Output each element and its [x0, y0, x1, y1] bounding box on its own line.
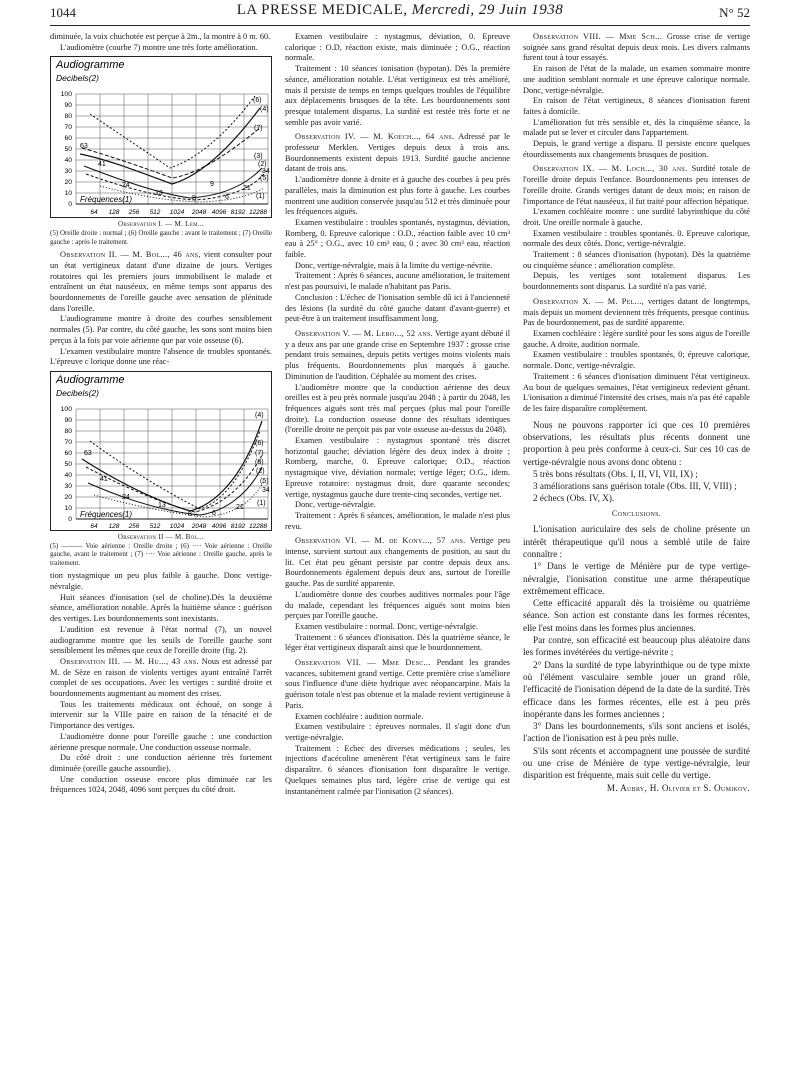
curve-label: 21: [243, 185, 251, 193]
y-tick: 70: [64, 124, 72, 132]
y-tick: 30: [64, 482, 72, 490]
observation-heading: Observation VII. — Mme Desc...: [295, 658, 431, 668]
paragraph: L'audition est revenue à l'état normal (7), un nouvel audiogramme montre que les seuils de l'oreille gauche sont sensiblement les mêmes que ceux de l'oreille droite (fig. 2).: [50, 624, 272, 656]
curve-label: 63: [84, 449, 92, 457]
x-tick: 4096: [211, 522, 227, 530]
paragraph: 3° Dans les bourdonnements, s'ils sont anciens et isolés, l'action de l'ionisation est à peu près nulle.: [523, 721, 750, 744]
paragraph-text: vient consulter pour un état vertigineux datant d'une dizaine de jours. Vertiges rotatoires qui les premiers jours immobilisent le malade et entraînent un état nauséeux, en même temps sont apparus des bourdonnements de l'oreille gauche avec sensation de plénitude dans l'oreille.: [50, 250, 273, 313]
audiogram-figure-1: [50, 56, 272, 218]
x-tick: 1024: [169, 522, 185, 530]
x-tick: 64: [90, 522, 98, 530]
paragraph: Traitement : 8 séances d'ionisation (hypotan). Dès la quatrième ou cinquième séance : amélioration complète.: [523, 250, 750, 270]
curve-7: [82, 128, 260, 178]
column-1: [50, 32, 272, 796]
x-tick: 256: [128, 209, 140, 217]
paragraph-text: Surdité totale de l'oreille droite depuis l'enfance. Bourdonnements peu intenses de l'oreille droite. Grands vertiges datant de deux mois; en raison de l'importance de l'état nauséeux, il fut traité pour affection hépatique.: [523, 164, 750, 206]
observation-paragraph: [50, 250, 272, 314]
observation-paragraph: [523, 297, 750, 329]
observation-heading: Observation X. — M. Pel...,: [533, 296, 645, 306]
paragraph: L'audiomètre montre que la conduction aérienne des deux oreilles est à peu près normale jusqu'au 2048 ; à partir du 2048, les fréquences aiguës sont très mal perçues (plus mal pour l'oreille droite). La conduction osseuse donne des résultats identiques (l'oreille droite ne perçoit pas par voie osseuse au-dessus du 2048).: [285, 382, 510, 435]
curve-label: (1): [256, 193, 265, 201]
chart-grid: [76, 94, 268, 204]
curve-label: (7): [255, 449, 264, 457]
x-tick: 512: [149, 209, 161, 217]
observation-heading: Observation III. — M. Hu..., 43 ans.: [60, 656, 199, 666]
figure-2-caption: [50, 533, 272, 567]
paragraph: Une conduction osseuse encore plus diminuée car les fréquences 1024, 2048, 4096 sont perçues du côté droit.: [50, 774, 272, 795]
paragraph: Tous les traitements médicaux ont échoué, on songe à intervenir sur la VIIIe paire en raison de la ténacité et de l'importance des vertiges.: [50, 699, 272, 731]
curve-label: 24: [122, 493, 130, 501]
curve-label: 41: [98, 161, 106, 169]
y-tick: 90: [64, 416, 72, 424]
audiogram-chart-2: [50, 371, 272, 531]
curve-4: [90, 431, 260, 509]
curve-4: [90, 96, 255, 168]
observation-heading: Observation II. — M. Bol..., 46 ans,: [60, 250, 201, 260]
curve-label: 9: [210, 181, 214, 189]
y-tick: 80: [64, 113, 72, 121]
curve-label: (4): [255, 411, 264, 419]
journal-masthead: [50, 2, 750, 19]
x-tick: 12288: [248, 522, 268, 530]
paragraph: Examen cochléaire : audition normale.: [295, 711, 424, 721]
paragraph: Examen vestibulaire : nystagmus, déviation, 0. Epreuve calorique : O.D, réaction existe, mais diminuée ; O.G., réaction normale.: [285, 32, 510, 63]
paragraph-text: Adressé par le professeur Merklen. Vertiges depuis deux à trois ans. Bourdonnements existent depuis 1913. Surdité gauche ancienne datant de trois ans.: [285, 132, 510, 174]
y-tick: 30: [64, 168, 72, 176]
paragraph: Conclusion : L'échec de l'ionisation semble dû ici à l'ancienneté des lésions (la surdité du côté gauche datant d'avant-guerre) et peut-être à un traitement insuffisamment long.: [285, 292, 510, 324]
x-axis-label: Fréquences(1): [80, 195, 133, 205]
curve-label: (6): [255, 439, 264, 447]
y-tick: 80: [64, 427, 72, 435]
x-tick: 512: [149, 522, 161, 530]
curve-label: 34: [262, 486, 270, 494]
paragraph: Donc, vertige-névralgie.: [295, 500, 376, 510]
paragraph: L'examen vestibulaire montre l'absence de troubles spontanés. L'épreuve c lorique donne une réac-: [50, 346, 272, 367]
paragraph: 2° Dans la surdité de type labyrinthique ou de type mixte où l'élément vasculaire semble jouer un grand rôle, l'efficacité de l'ionisation dépend de la date de la surdité. Très efficace dans les formes récentes, elle est à peu près inopérante dans les formes anciennes ;: [523, 659, 750, 719]
column-2: [285, 32, 510, 797]
curve-label: (4): [260, 106, 269, 114]
paragraph: En raison de l'état de la malade, un examen sommaire montre une audition semblant normale et une épreuve calorique normale. Donc, vertige-névralgie.: [523, 64, 750, 95]
paragraph: Examen cochléaire : légère surdité pour les sons aigus de l'oreille gauche. A droite, audition normale.: [523, 328, 750, 349]
x-axis-label: Fréquences(1): [80, 509, 133, 519]
x-tick: 2048: [191, 209, 207, 217]
paragraph: L'audiogramme montre à droite des courbes sensiblement normales (5). Par contre, du côté gauche, les sons sont moins bien perçus à la fois par voie aérienne que par voie osseuse (6).: [50, 314, 272, 345]
caption-text: (5) Oreille droite : normal ; (6) Oreille gauche : avant le traitement ; (7) Oreille gauche : après le traitement.: [50, 229, 272, 246]
paragraph: Traitement : Echec des diverses médications ; seules, les injections d'acécoline amenèrent l'état vertigineux sans le faire disparaître. 6 séances d'ionisation font disparaître le vertige. Quelques semaines plus tard, légère crise de vertige qui est instantanément calmée par l'ionisation (2 séances).: [285, 743, 510, 796]
observation-paragraph: [523, 32, 750, 64]
y-tick: 0: [68, 201, 72, 209]
curve-label: (6): [253, 97, 262, 105]
curve-labels: [80, 97, 270, 205]
figure-1-caption: [50, 220, 272, 246]
x-axis-ticks: [90, 523, 267, 530]
issue-date: Mercredi, 29 Juin 1938: [411, 2, 564, 18]
paragraph: L'audiomètre donne pour l'oreille gauche : une conduction aérienne presque normale. Une conduction osseuse normale.: [50, 731, 272, 752]
paragraph: Donc, vertige-névralgie, mais à la limite du vertige-névrite.: [295, 260, 493, 270]
paragraph-text: vertiges datant de longtemps, mais depuis un moment deviennent très fréquents, presque continus. Pas de bourdonnement, pas de surdité apparente.: [523, 296, 750, 328]
paragraph: L'audiomètre donne des courbes auditives normales pour l'âge du malade, cependant les fréquences aiguës sont moins bien perçues par l'oreille gauche.: [285, 589, 510, 621]
paragraph: Examen vestibulaire : épreuves normales. Il s'agit donc d'un vertige-névralgie.: [285, 722, 510, 742]
observation-paragraph: [285, 329, 510, 383]
page-header: [50, 2, 750, 24]
conclusions-heading: Conclusions.: [611, 508, 662, 518]
observation-heading: Observation VIII. — Mme Sch...: [533, 32, 663, 41]
x-tick: 12288: [248, 209, 268, 217]
chart-grid: [76, 409, 268, 519]
x-tick: 8192: [230, 209, 246, 217]
paragraph: 1° Dans le vertige de Ménière pur de type vertige-névralgie, l'ionisation constitue une arme thérapeutique extrêmement efficace.: [523, 561, 750, 596]
curve-label: 8: [188, 510, 192, 518]
column-3: [523, 32, 750, 794]
chart-title: Audiogramme: [56, 373, 125, 386]
audiogram-chart-1: [50, 56, 272, 218]
paragraph: Traitement : Après 6 séances, amélioration, le malade n'est plus revu.: [285, 510, 510, 531]
y-tick: 40: [64, 157, 72, 165]
paragraph: 5 très bons résultats (Obs. I, II, VI, VII, IX) ;: [533, 468, 698, 479]
audiogram-curves: [82, 421, 264, 517]
observation-heading: Observation V. — M. Lero..., 52 ans.: [295, 328, 433, 338]
x-tick: 8192: [230, 522, 246, 530]
curve-label: (2): [256, 467, 265, 475]
y-axis-label: Decibels(2): [56, 387, 99, 398]
observation-paragraph: [285, 132, 510, 175]
paragraph-text: Vertige peu intense, survient surtout aux changements de position, au saut du lit. Cet état peu gênant persiste par contre depuis deux ans. Bourdonnements également depuis deux ans, surtout de l'oreille gauche. Pas de surdité apparente.: [285, 536, 510, 589]
paragraph: Depuis, le grand vertige a disparu. Il persiste encore quelques étourdissements aux changements brusques de position.: [523, 139, 750, 159]
curve-label: 63: [80, 143, 88, 151]
paragraph-text: Nous est adressé par M. de Sèze en raison de violents vertiges ayant entraîné l'arrêt complet de ses occupations. Avec les vertiges : surdité droite et bourdonnements augmentant au moment des crises.: [50, 656, 272, 699]
curve-label: 8: [192, 195, 196, 203]
x-tick: 2048: [191, 522, 207, 530]
caption-heading: Observation II — M. Bol...: [117, 532, 205, 541]
y-tick: 70: [64, 438, 72, 446]
curve-label: (5): [260, 175, 269, 183]
paragraph: 2 échecs (Obs. IV, X).: [533, 493, 615, 504]
header-rule: [50, 25, 750, 26]
paragraph-text: Vertige ayant débuté il y a deux ans par une grande crise en Septembre 1937 : grosse crise pendant trois semaines, depuis petits vertiges moins violents mais plus fréquents. Bourdonnements plus marqués à gauche. Diminution de l'audition. Céphalée au moment des crises.: [285, 328, 511, 381]
paragraph: Examen vestibulaire : troubles spontanés, nystagmus, déviation, Romberg, 0. Epreuve calorique : O.D., réaction faible avec 10 cm³ eau à 25° ; O.G., avec 10 cm³ eau, 0 ; avec 30 cm³ eau, réaction faible.: [285, 217, 510, 260]
y-tick: 60: [64, 135, 72, 143]
y-tick: 10: [64, 504, 72, 512]
paragraph: L'audiomètre donne à droite et à gauche des courbes à peu près parallèles, mais la diminution est plus forte à gauche. Les courbes montrent une audition conservée jusqu'au 512 et très diminuée pour les fréquences aiguës.: [285, 175, 510, 217]
y-tick: 50: [64, 460, 72, 468]
y-axis-ticks: [61, 91, 73, 208]
paragraph: En raison de l'état vertigineux, 8 séances d'ionisation furent faites à domicile.: [523, 96, 750, 116]
paragraph: Traitement : 6 séances d'ionisation diminuent l'état vertigineux. Au bout de quelques semaines, l'état vertigineux redevient gênant. L'ionisation a diminué l'intensité des crises, mais n'a pas été capable de les faire disparaître complètement.: [523, 371, 750, 413]
paragraph: diminuée, la voix chuchotée est perçue à 2m., la montre à 0 m. 60.: [50, 32, 271, 41]
observation-heading: Observation IX. — M. Loch..., 30 ans.: [533, 164, 688, 174]
y-tick: 90: [64, 102, 72, 110]
chart-title: Audiogramme: [56, 59, 125, 72]
x-tick: 128: [108, 209, 120, 217]
paragraph-text: Pendant les grandes vacances, subitement grand vertige. Cette première crise s'améliore sous l'influence d'une diète hydrique avec néopancarpine. Mais la guérison totale n'est pas obtenue et la malade revient vertigineuse à Paris.: [285, 658, 510, 710]
paragraph: Examen vestibulaire : normal. Donc, vertige-névralgie.: [295, 621, 478, 631]
curve-label: 41: [100, 475, 108, 483]
observation-paragraph: [50, 657, 272, 700]
paragraph: Depuis, les vertiges sont totalement disparus. Les bourdonnements sont disparus. La surdité n'a pas varié.: [523, 271, 750, 292]
curve-label: 21: [236, 503, 244, 511]
curve-label: 6: [212, 509, 216, 517]
x-tick: 128: [108, 522, 120, 530]
curve-label: 13: [155, 190, 163, 198]
curve-label: (3): [255, 458, 264, 466]
paragraph: L'examen cochléaire montre : une surdité labyrinthique du côté droit. Une oreille normale à gauche.: [523, 207, 750, 227]
curve-label: 13: [158, 501, 166, 509]
audiogram-figure-2: [50, 371, 272, 531]
curve-label: (3): [254, 153, 263, 161]
paragraph: L'audiomètre (courbe 7) montre une très forte amélioration.: [60, 42, 258, 52]
paragraph: tion nystagmique un peu plus faible à gauche. Donc vertige-névralgie.: [50, 571, 272, 591]
curve-label: 24: [122, 182, 130, 190]
observation-paragraph: [285, 658, 510, 712]
curve-label: (1): [257, 499, 266, 507]
observation-paragraph: [285, 536, 510, 590]
paragraph: Du côté droit : une conduction aérienne très fortement diminuée (oreille gauche assourdie).: [50, 753, 272, 773]
paragraph: Par contre, son efficacité est beaucoup plus aléatoire dans les formes invétérées du vertige-névrite ;: [523, 635, 750, 658]
x-tick: 4096: [211, 209, 227, 217]
caption-heading: Observation I. — M. Lem...: [117, 220, 204, 229]
paragraph: Traitement : 6 séances d'ionisation. Dès la quatrième séance, le léger état vertigineux disparaît ainsi que le bourdonnement.: [285, 632, 510, 653]
journal-title: LA PRESSE MEDICALE,: [236, 2, 408, 18]
paragraph: Cette efficacité apparaît dès la troisième ou quatrième séance. Son action est constante dans les formes récentes, elle l'est moins dans les formes plus anciennes.: [523, 598, 750, 633]
y-tick: 40: [64, 471, 72, 479]
y-tick: 10: [64, 190, 72, 198]
curve-label: (7): [254, 125, 263, 133]
author-signature: M. Aubry, H. Olivier et S. Oumikov.: [606, 782, 750, 793]
paragraph: Nous ne pouvons rapporter ici que ces 10 premières observations, les résultats plus récents donnent une proportion à peu près conforme à ceux-ci. Sur ces 10 cas de vertige-névralgie nous avons donc obtenu :: [523, 419, 750, 467]
curve-label: 34: [262, 168, 270, 176]
paragraph: Examen vestibulaire : troubles spontanés, 0; épreuve calorique, normale. Donc, vertige-névralgie.: [523, 350, 750, 371]
curve-label: (5): [260, 477, 269, 485]
curve-label: (2): [258, 161, 267, 169]
observation-heading: Observation VI. — M. de Kony..., 57 ans.: [295, 536, 466, 546]
curve-label: 6: [225, 194, 229, 202]
page-number: 1044: [50, 5, 76, 20]
paragraph: L'amélioration fut très sensible et, dès la cinquième séance, la malade put se lever et circuler dans l'appartement.: [523, 117, 750, 138]
paragraph: Traitement : Après 6 séances, aucune amélioration, le traitement n'est pas poursuivi, le malade n'habitant pas Paris.: [285, 271, 510, 292]
y-tick: 0: [68, 515, 72, 523]
curve-6: [80, 108, 260, 184]
paragraph: Examen vestibulaire : nystagmus spontané très discret horizontal gauche; déviation légère des deux index à droite ; Romberg, marche, 0. Epreuve calorique; O.D., réaction nystagmique vive, déviation normale; vertige léger; O.G., idem. Epreuve rotatoire: nystagmus droit, dure quarante secondes; vertige, nystagmus gauche dure trente-cinq secondes, vertige net.: [285, 436, 510, 499]
x-tick: 1024: [169, 209, 185, 217]
paragraph: Traitement : 10 séances ionisation (hypotan). Dès la première séance, amélioration notable. L'état vertigineux est très amélioré, mais il persiste de temps en temps quelques troubles de l'équilibre aux déplacements brusques de la tête. Les bourdonnements sont presque totalement disparus. La surdité est restée très forte et ne semble pas avoir varié.: [285, 64, 510, 127]
issue-number: N° 52: [719, 5, 750, 20]
paragraph-text: Grosse crise de vertige soignée sans grand résultat depuis deux mois. Les divers calmants furent tout à tour essayés.: [523, 32, 751, 63]
x-tick: 64: [90, 209, 98, 217]
y-axis-label: Decibels(2): [56, 73, 99, 84]
x-tick: 256: [128, 522, 140, 530]
observation-paragraph: [523, 164, 750, 207]
x-axis-ticks: [90, 209, 267, 216]
y-tick: 20: [64, 493, 72, 501]
paragraph: L'ionisation auriculaire des sels de choline présente un intérêt thérapeutique qu'il nous a semblé utile de faire connaître :: [523, 524, 750, 559]
paragraph: Huit séances d'ionisation (sel de choline).Dès la deuxième séance, amélioration notable. Après la huitième séance : guérison des vertiges. Les bourdonnements sont inexistants.: [50, 592, 272, 624]
y-tick: 20: [64, 179, 72, 187]
paragraph: S'ils sont récents et accompagnent une poussée de surdité ou une crise de Ménière de type vertige-névralgie, leur disparition est fréquente, mais suit celle du vertige.: [523, 745, 750, 781]
y-axis-ticks: [61, 406, 73, 523]
observation-heading: Observation IV. — M. Koech..., 64 ans.: [295, 132, 455, 142]
y-tick: 100: [60, 405, 72, 413]
y-tick: 100: [60, 91, 72, 99]
paragraph: Examen vestibulaire : troubles spontanés. 0. Epreuve calorique, normale des deux côtés. Donc, vertige-névralgie.: [523, 228, 750, 249]
caption-text: (5) ——— Voie aérienne : Oreille droite ; (6) ···· Voie aérienne : Oreille gauche, avant le traitement ; (7) ···· Voie aérienne : Oreille gauche, après le traitement.: [50, 541, 272, 567]
y-tick: 60: [64, 449, 72, 457]
y-tick: 50: [64, 146, 72, 154]
paragraph: 3 améliorations sans guérison totale (Obs. III, V, VIII) ;: [533, 481, 737, 492]
